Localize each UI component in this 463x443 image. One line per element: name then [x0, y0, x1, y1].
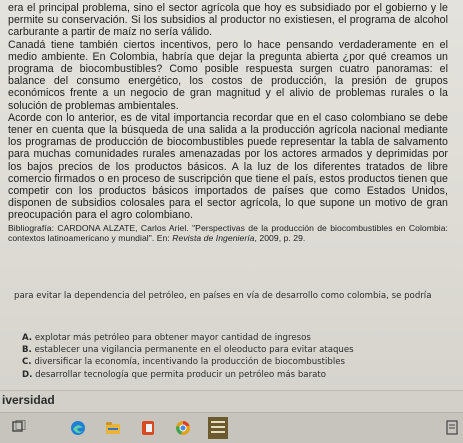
paragraph-1: era el principal problema, sino el sector agrícola que hoy es subsidiado por el gobierno y le permite su conservación. Si los subsidios al productor no existiesen, el programa de alcohol carburante a partir de maíz no sería válido. — [8, 2, 448, 39]
notification-icon[interactable] — [446, 420, 458, 436]
question-stem: para evitar la dependencia del petróleo, en países en vía de desarrollo como colombia, se podría — [14, 291, 432, 301]
option-text: diversificar la economía, incentivando la producción de biocombustibles — [34, 357, 346, 368]
option-text: establecer una vigilancia permanente en el oleoducto para evitar ataques — [34, 345, 354, 356]
reference-journal: Revista de Ingeniería — [172, 232, 255, 243]
banner-text: iversidad — [2, 393, 55, 407]
bibliography-reference — [8, 223, 448, 243]
edge-browser-icon[interactable] — [70, 420, 86, 436]
option-text: explotar más petróleo para obtener mayor cantidad de ingresos — [34, 333, 311, 343]
answer-options — [22, 332, 442, 381]
option-letter: D. — [22, 369, 33, 380]
office-icon[interactable] — [140, 420, 156, 436]
reference-suffix: , 2009, p. 29. — [254, 232, 306, 243]
taskbar — [0, 412, 463, 443]
bottom-banner — [0, 390, 463, 413]
paragraph-2: Canadá tiene también ciertos incentivos, pero lo hace pensando verdaderamente en el medio ambiente. En Colombia, habría que dejar la pregunta abierta ¿por qué creamos un programa de biocombustibles? Como posible respuesta surgen cuatro panoramas: el balance del consumo energético, los costos de producción, la presión de grupos económicos frente a un negocio de gran magnitud y el alivio de problemas rurales o la solución de problemas ambientales. — [8, 38, 448, 112]
paragraph-3: Acorde con lo anterior, es de vital importancia recordar que en el caso colombiano se debe tener en cuenta que la búsqueda de una salida a la producción agrícola nacional mediante los programas de producción de biocombustibles puede representar la tabla de salvamento para muchas comunidades rurales amenazadas por los actores armados y deprimidas por los bajos precios de los productos básicos. A la luz de los diferentes tratados de libre comercio firmados o en proceso de suscripción que tiene el país, estos productos tienen que competir con los productos básicos importados de países que como Estados Unidos, disponen de subsidios colosales para el sector agrícola, lo que supone un motivo de gran preocupación para el agro colombiano. — [8, 111, 448, 222]
option-b[interactable] — [22, 344, 442, 356]
option-a[interactable] — [22, 332, 442, 344]
option-letter: A. — [22, 333, 33, 343]
task-view-icon[interactable] — [12, 420, 26, 434]
chrome-icon[interactable] — [175, 420, 191, 436]
option-letter: C. — [22, 357, 32, 368]
option-d[interactable] — [22, 369, 442, 381]
reference-prefix: Bibliografía: CARDONA ALZATE, Carlos Ariel. "Perspectivas de la producción de biocombustibles en Colombia: contextos latinoamericano y mundial". En: — [8, 222, 448, 243]
option-text: desarrollar tecnología que permita producir un petróleo más barato — [35, 369, 326, 380]
option-c[interactable] — [22, 356, 442, 368]
app-tile-icon[interactable] — [208, 417, 228, 439]
reading-passage — [8, 2, 448, 243]
option-letter: B. — [22, 345, 32, 356]
file-explorer-icon[interactable] — [105, 420, 121, 436]
